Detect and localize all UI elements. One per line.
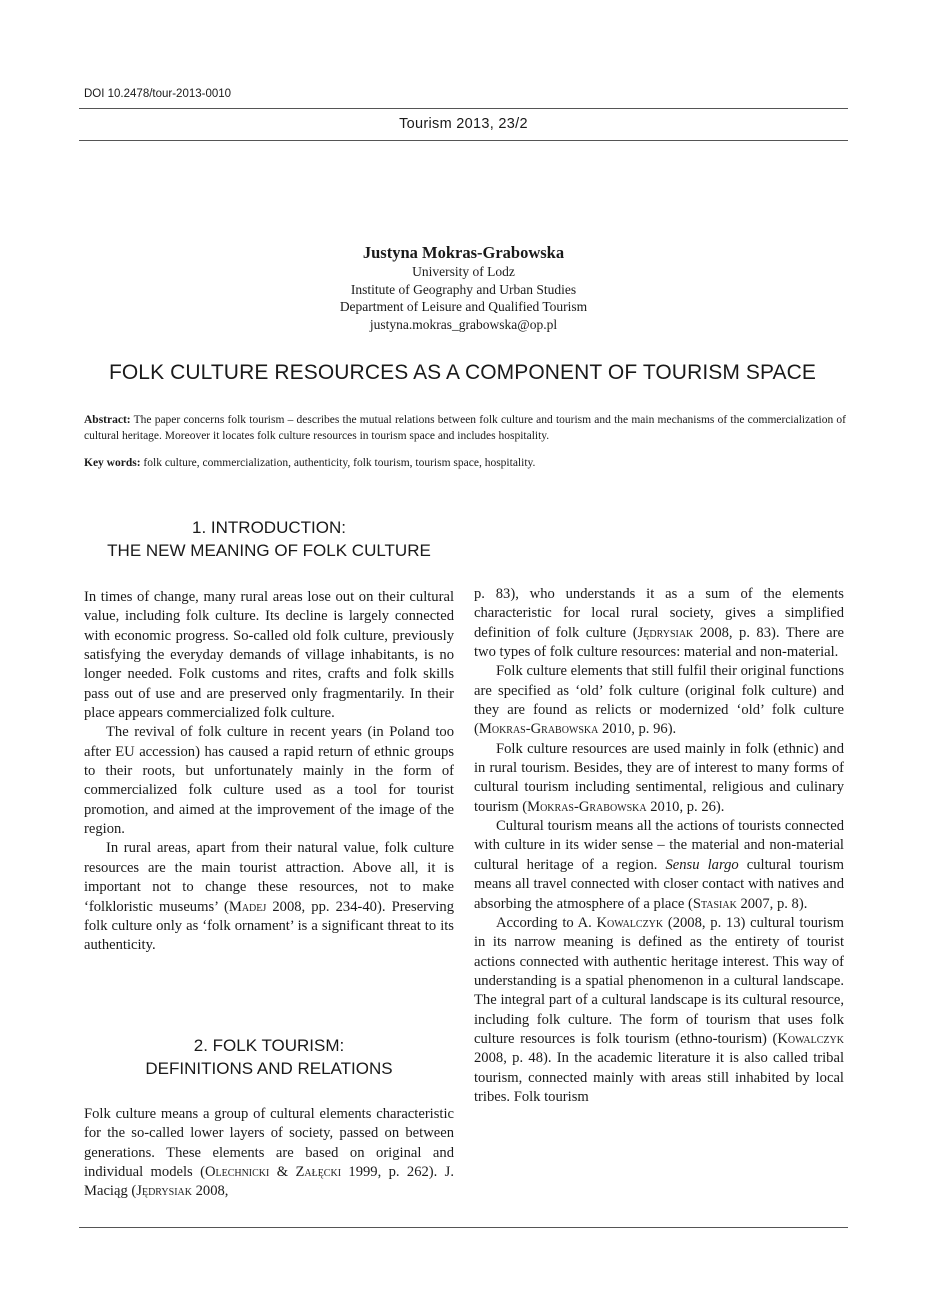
citation: Olechnicki <box>204 1164 270 1181</box>
footer-rule <box>79 1227 848 1228</box>
affiliation-department: Department of Leisure and Qualified Tourism <box>339 299 588 314</box>
section-1-heading <box>84 517 454 562</box>
keywords <box>84 456 846 472</box>
left-column-section-2 <box>84 1105 454 1202</box>
paragraph: Folk culture means a group of cultural elements characteristic for the so-called lower layers of society, passed on between generations. These elements are based on original and individual models (Olechnicki & Załęcki 1999, p. 262). J. Maciąg (Jędrysiak 2008, <box>84 1106 455 1200</box>
italic-term: Sensu largo <box>665 856 739 873</box>
author-block <box>79 243 848 333</box>
author-name: Justyna Mokras-Grabowska <box>362 243 565 262</box>
citation: Kowalczyk <box>596 914 664 931</box>
section-2-heading-line1: 2. FOLK TOURISM: <box>193 1036 345 1055</box>
abstract-text: The paper concerns folk tourism – describes the mutual relations between folk culture and tourism and the main mechanisms of the commercialization of cultural heritage. Moreover it locates folk culture resources in tourism space and includes hospitality. <box>84 414 846 442</box>
citation: Madej <box>228 898 267 915</box>
paragraph: In rural areas, apart from their natural value, folk culture resources are the main tourist attraction. Above all, it is important not to change these resources, not to make ‘folkloristic museums’ (Madej 2008, pp. 234-40). Preserving folk culture only as ‘folk ornament’ is a significant threat to its authenticity. <box>84 840 454 954</box>
affiliation-university: University of Lodz <box>412 264 515 279</box>
affiliation-institute: Institute of Geography and Urban Studies <box>350 281 577 297</box>
citation: Mokras-Grabowska <box>478 721 599 738</box>
paragraph: According to A. Kowalczyk (2008, p. 13) cultural tourism in its narrow meaning is defined as the entirety of tourist actions connected with authentic heritage interest. This way of understanding is a spatial phenomenon in a cultural landscape. The integral part of a cultural landscape is its cultural resource, including folk culture. The form of tourism that uses folk culture resources is folk tourism (ethno-tourism) (Kowalczyk 2008, p. 48). In the academic literature it is also called tribal tourism, connected mainly with areas still inhabited by local tribes. Folk tourism <box>474 914 844 1105</box>
doi-label: DOI 10.2478/tour-2013-0010 <box>84 88 232 100</box>
section-2-heading <box>84 1035 454 1080</box>
right-column <box>474 585 844 1107</box>
citation: Mokras-Grabowska <box>527 798 647 815</box>
citation: Jędrysiak <box>136 1183 192 1200</box>
paragraph: Folk culture resources are used mainly in folk (ethnic) and in rural tourism. Besides, they are of interest to many forms of cultural tourism including sentimental, religious and culinary tourism (Mokras-Grabowska 2010, p. 26). <box>474 740 844 815</box>
header-rule-bottom <box>79 140 848 141</box>
author-email[interactable]: justyna.mokras_grabowska@op.pl <box>369 316 558 332</box>
paragraph: The revival of folk culture in recent years (in Poland too after EU accession) has caused a rapid return of ethnic groups to their roots, but unfortunately mainly in the form of commercialized folk culture used as a tool for tourist promotion, and aimed at the improvement of the image of the region. <box>84 724 454 838</box>
header-rule-top <box>79 108 848 109</box>
paper-title: FOLK CULTURE RESOURCES AS A COMPONENT OF TOURISM SPACE <box>108 361 817 384</box>
keywords-label: Key words: <box>84 457 141 469</box>
keywords-text: folk culture, commercialization, authenticity, folk tourism, tourism space, hospitality. <box>140 457 536 469</box>
abstract-label: Abstract: <box>84 414 131 426</box>
section-2-heading-line2: DEFINITIONS AND RELATIONS <box>145 1058 393 1078</box>
paragraph: p. 83), who understands it as a sum of the elements characteristic for local rural society, gives a simplified definition of folk culture (Jędrysiak 2008, p. 83). There are two types of folk culture resources: material and non-material. <box>474 586 844 661</box>
citation: Załęcki <box>295 1164 342 1181</box>
left-column-section-1 <box>84 588 454 956</box>
section-1-heading-line1: 1. INTRODUCTION: <box>192 518 346 537</box>
section-1-heading-line2: THE NEW MEANING OF FOLK CULTURE <box>107 540 431 560</box>
journal-issue: Tourism 2013, 23/2 <box>399 116 528 132</box>
citation: Kowalczyk <box>777 1030 844 1047</box>
citation: Jędrysiak <box>637 624 694 641</box>
paragraph: Folk culture elements that still fulfil their original functions are specified as ‘old’ folk culture (original folk culture) and they are found as relicts or modernized ‘old’ folk culture (Mokras-Grabowska 2010, p. 96). <box>474 663 844 738</box>
abstract <box>84 413 846 444</box>
paragraph: In times of change, many rural areas lose out on their cultural value, including folk culture. Its decline is largely connected with economic progress. So-called old folk culture, previously satisfying the everyday demands of village inhabitants, is no longer needed. Folk customs and rites, crafts and folk skills pass out of use and are preserved only fragmentarily. In their place appears commercialized folk culture. <box>84 589 454 722</box>
citation: Stasiak <box>692 895 737 912</box>
paragraph: Cultural tourism means all the actions of tourists connected with culture in its wider sense – the material and non-material cultural heritage of a region. Sensu largo cultural tourism means all travel connected with closer contact with natives and absorbing the atmosphere of a place (Stasiak 2007, p. 8). <box>474 818 844 912</box>
